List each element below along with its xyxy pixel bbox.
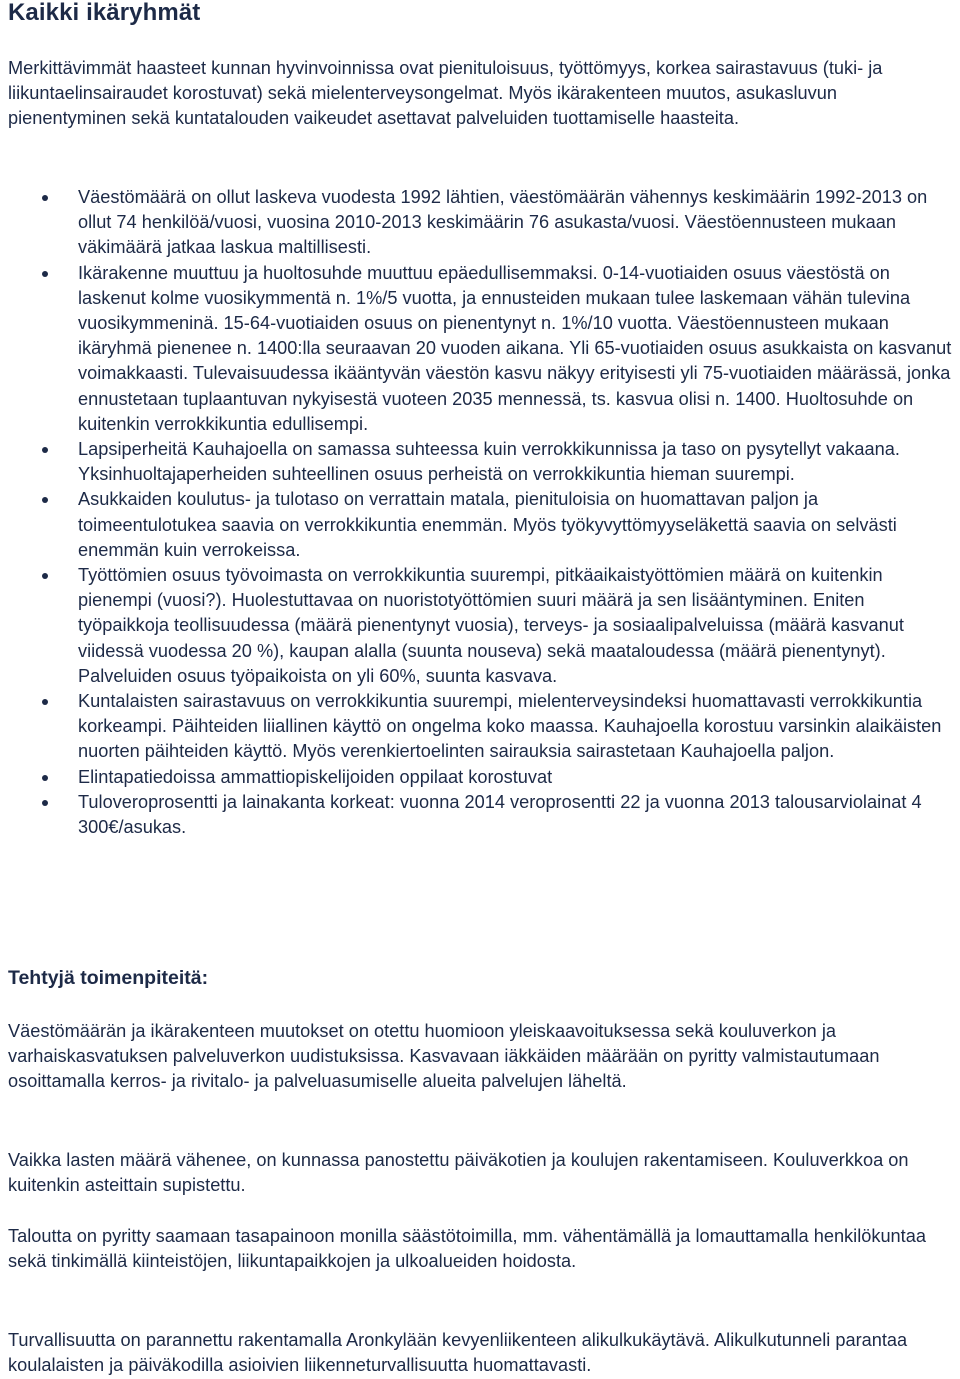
list-item-text: Asukkaiden koulutus- ja tulotaso on verrattain matala, pienituloisia on huomattavan paljon ja toimeentulotukea saavia on verrokkikuntia enemmän. Myös työkyvyttömyyseläkettä saavia on selvästi enemmän kuin verrokeissa. [78, 489, 897, 560]
bullet-icon [42, 573, 48, 579]
list-item-text: Lapsiperheitä Kauhajoella on samassa suhteessa kuin verrokkikunnissa ja taso on pysytellyt vakaana. Yksinhuoltajaperheiden suhteellinen osuus perheistä on verrokkikuntia hieman suurempi. [78, 439, 900, 485]
section-heading: Tehtyjä toimenpiteitä: [8, 967, 209, 989]
bullet-icon [42, 699, 48, 705]
list-item-text: Ikärakenne muuttuu ja huoltosuhde muuttuu epäedullisemmaksi. 0-14-vuotiaiden osuus väestöstä on laskenut kolme vuosikymmentä n. 1%/5 vuotta, ja ennusteiden mukaan tulee laskemaan vähän tulevina vuosikymmeninä. 15-64-vuotiaiden osuus on pienentynyt n. 1%/10 vuotta. Väestöennusteen mukaan ikäryhmä pienenee n. 1400:lla seuraavan 20 vuoden aikana. Yli 65-vuotiaiden osuus asukkaista on kasvanut voimakkaasti. Tulevaisuudessa ikääntyvän väestön kasvu näkyy erityisesti yli 75-vuotiaiden määrässä, jonka ennustetaan tuplaantuvan nykyisestä vuoteen 2035 mennessä, ts. kasvua olisi n. 1400. Huoltosuhde on kuitenkin verrokkikuntia edullisempi. [78, 262, 952, 434]
action-paragraph: Vaikka lasten määrä vähenee, on kunnassa panostettu päiväkotien ja koulujen rakentamiseen. Kouluverkkoa on kuitenkin asteittain supistettu. [8, 1150, 909, 1196]
list-item [8, 437, 952, 487]
bullet-icon [42, 497, 48, 503]
list-item-text: Kuntalaisten sairastavuus on verrokkikuntia suurempi, mielenterveysindeksi huomattavasti verrokkikuntia korkeampi. Päihteiden liiallinen käyttö on ongelma koko maassa. Kauhajoella korostuu varsinkin alaikäisten nuorten päihteiden käyttö. Myös verenkiertoelinten sairauksia sairastetaan Kauhajoella paljon. [78, 691, 942, 762]
list-item [8, 185, 952, 261]
list-item-text: Väestömäärä on ollut laskeva vuodesta 1992 lähtien, väestömäärän vähennys keskimäärin 1992-2013 on ollut 74 henkilöä/vuosi, vuosina 2010-2013 keskimäärin 76 asukasta/vuosi. Väestöennusteen mukaan väkimäärä jatkaa laskua maltillisesti. [78, 187, 928, 258]
list-item [8, 563, 952, 689]
list-item-text: Elintapatiedoissa ammattiopiskelijoiden oppilaat korostuvat [78, 766, 553, 787]
bullet-icon [42, 447, 48, 453]
list-item [8, 689, 952, 765]
list-item-text: Tuloveroprosentti ja lainakanta korkeat: vuonna 2014 veroprosentti 22 ja vuonna 2013 talousarviolainat 4 300€/asukas. [78, 791, 922, 838]
intro-paragraph: Merkittävimmät haasteet kunnan hyvinvoinnissa ovat pienituloisuus, työttömyys, korkea sairastavuus (tuki- ja liikuntaelinsairaudet korostuvat) sekä mielenterveysongelmat. Myös ikärakenteen muutos, asukasluvun pienentyminen sekä kuntatalouden vaikeudet asettavat palveluiden tuottamiselle haasteita. [8, 58, 883, 129]
action-paragraph: Turvallisuutta on parannettu rakentamalla Aronkylään kevyenliikenteen alikulkukäytävä. Alikulkutunneli parantaa koulalaisten ja päiväkodilla asioivien liikenneturvallisuutta huomattavasti. [8, 1330, 908, 1376]
bullet-icon [42, 271, 48, 277]
list-item-text: Työttömien osuus työvoimasta on verrokkikuntia suurempi, pitkäaikaistyöttömien määrä on kuitenkin pienempi (vuosi?). Huolestuttavaa on nuoristotyöttömien suuri määrä ja sen lisääntyminen. Eniten työpaikkoja teollisuudessa (määrä pienentynyt vuosia), terveys- ja sosiaalipalveluissa (määrä kasvanut viidessä vuodessa 20 %), kaupan alalla (suunta nouseva) sekä maataloudessa (määrä pienentynyt). Palveluiden osuus työpaikoista on yli 60%, suunta kasvava. [78, 565, 904, 686]
list-item [8, 261, 952, 437]
bullet-icon [42, 775, 48, 781]
bullet-icon [42, 195, 48, 201]
bullet-icon [42, 800, 48, 806]
page-title: Kaikki ikäryhmät [8, 0, 201, 26]
findings-list [8, 185, 952, 840]
list-item [8, 487, 952, 563]
list-item [8, 790, 952, 840]
action-paragraph: Taloutta on pyritty saamaan tasapainoon monilla säästötoimilla, mm. vähentämällä ja lomauttamalla henkilökuntaa sekä tinkimällä kiinteistöjen, liikuntapaikkojen ja ulkoalueiden hoidosta. [8, 1226, 926, 1272]
list-item [8, 765, 952, 790]
action-paragraph: Väestömäärän ja ikärakenteen muutokset on otettu huomioon yleiskaavoituksessa sekä kouluverkon ja varhaiskasvatuksen palveluverkon uudistuksissa. Kasvavaan iäkkäiden määrään on pyritty valmistautumaan osoittamalla kerros- ja rivitalo- ja palveluasumiselle alueita palvelujen läheltä. [8, 1021, 880, 1092]
